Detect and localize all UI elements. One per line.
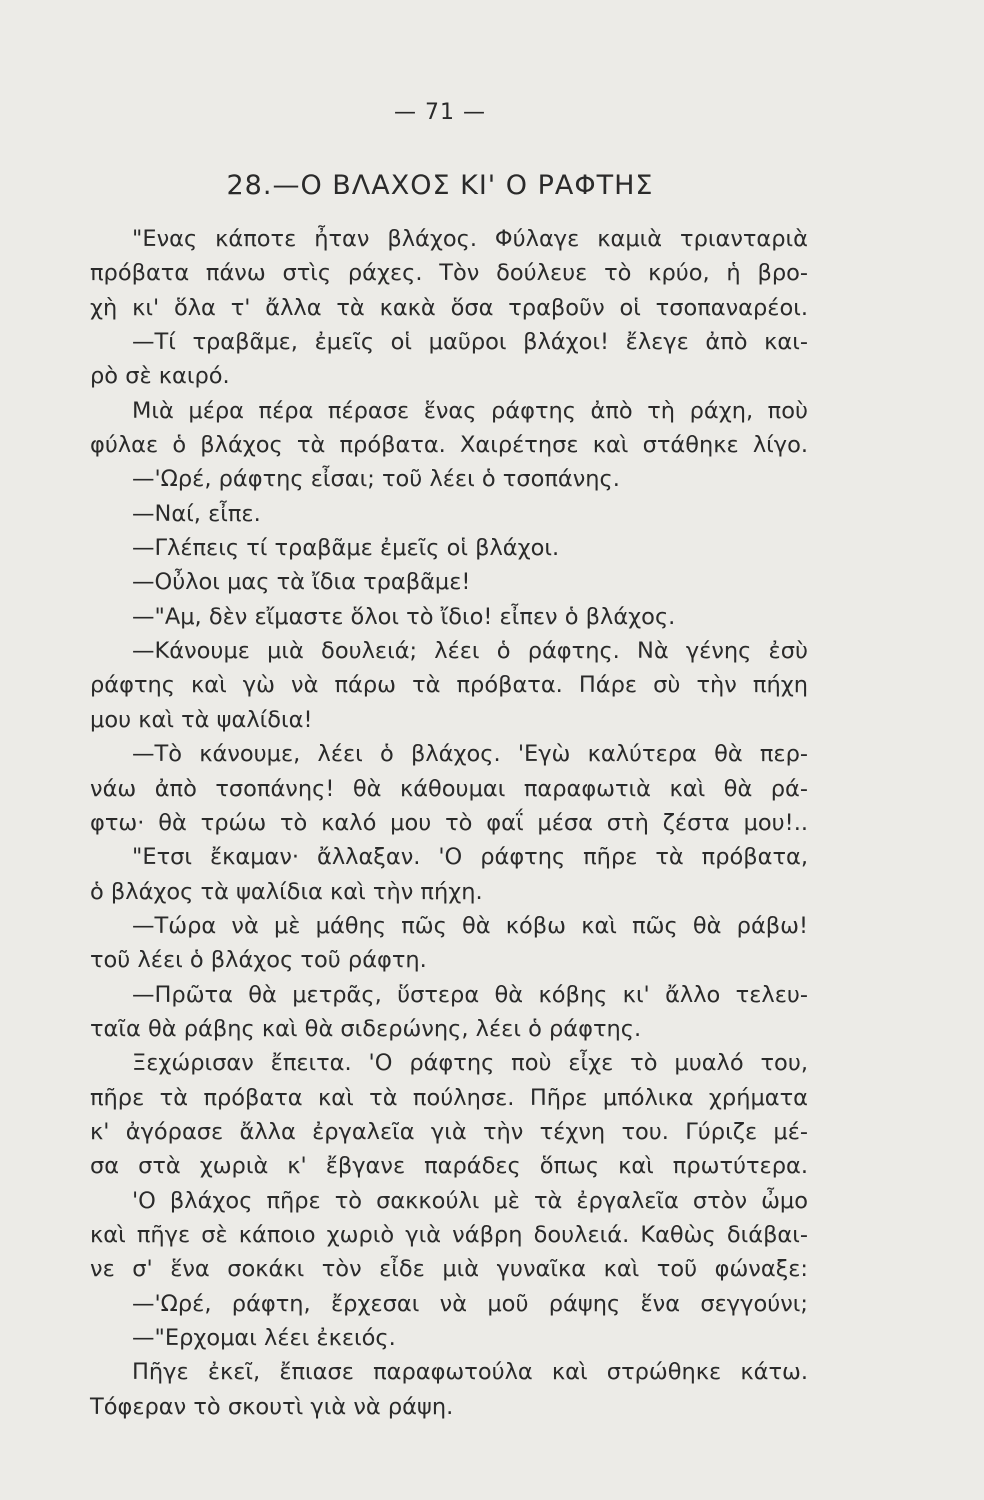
text-line: —Τί τραβᾶμε, ἐμεῖς οἱ μαῦροι βλάχοι! ἔλεγε ἀπὸ και- bbox=[132, 329, 808, 356]
text-line: σα στὰ χωριὰ κ' ἔβγανε παράδες ὅπως καὶ πρωτύτερα. bbox=[90, 1153, 808, 1180]
story-text bbox=[90, 222, 808, 1424]
text-line: "Ενας κάποτε ἦταν βλάχος. Φύλαγε καμιὰ τριανταριὰ bbox=[132, 226, 808, 252]
page-number: — 71 — bbox=[394, 100, 486, 125]
text-line: ταῖα θὰ ράβης καὶ θὰ σιδερώνης, λέει ὁ ράφτης. bbox=[90, 1015, 642, 1042]
story-title: 28.—Ο ΒΛΑΧΟΣ ΚΙ' Ο ΡΑΦΤΗΣ bbox=[226, 170, 654, 201]
text-line: —"Αμ, δὲν εἴμαστε ὅλοι τὸ ἴδιο! εἶπεν ὁ βλάχος. bbox=[132, 603, 676, 630]
text-line: καὶ πῆγε σὲ κάποιο χωριὸ γιὰ νάβρη δουλειά. Καθὼς διάβαι- bbox=[90, 1221, 808, 1248]
text-line: —Κάνουμε μιὰ δουλειά; λέει ὁ ράφτης. Νὰ γένης ἐσὺ bbox=[132, 638, 808, 665]
text-line: —Πρῶτα θὰ μετρᾶς, ὕστερα θὰ κόβης κι' ἄλλο τελευ- bbox=[132, 981, 808, 1008]
text-line: χὴ κι' ὅλα τ' ἄλλα τὰ κακὰ ὅσα τραβοῦν οἱ τσοπαναρέοι. bbox=[90, 294, 808, 321]
text-line: ράφτης καὶ γὼ νὰ πάρω τὰ πρόβατα. Πάρε σὺ τὴν πήχη bbox=[90, 672, 808, 699]
text-line: Πῆγε ἐκεῖ, ἔπιασε παραφωτούλα καὶ στρώθηκε κάτω. bbox=[132, 1359, 808, 1386]
text-line: "Ετσι ἔκαμαν· ἄλλαξαν. 'Ο ράφτης πῆρε τὰ πρόβατα, bbox=[132, 844, 808, 871]
text-line: κ' ἀγόρασε ἄλλα ἐργαλεῖα γιὰ τὴν τέχνη του. Γύριζε μέ- bbox=[90, 1118, 808, 1145]
text-line: Τόφεραν τὸ σκουτὶ γιὰ νὰ ράψη. bbox=[90, 1393, 454, 1420]
text-line: —Οὖλοι μας τὰ ἴδια τραβᾶμε! bbox=[132, 569, 471, 596]
text-line: Μιὰ μέρα πέρα πέρασε ἕνας ράφτης ἀπὸ τὴ ράχη, ποὺ bbox=[132, 397, 808, 424]
text-line: φτω· θὰ τρώω τὸ καλό μου τὸ φαΐ μέσα στὴ ζέστα μου!.. bbox=[90, 809, 808, 836]
text-line: 'Ο βλάχος πῆρε τὸ σακκούλι μὲ τὰ ἐργαλεῖα στὸν ὦμο bbox=[132, 1187, 808, 1214]
text-line: —Τὸ κάνουμε, λέει ὁ βλάχος. 'Εγὼ καλύτερα θὰ περ- bbox=[132, 741, 808, 768]
text-line: πρόβατα πάνω στὶς ράχες. Τὸν δούλευε τὸ κρύο, ἡ βρο- bbox=[90, 260, 808, 287]
text-line: ρὸ σὲ καιρό. bbox=[90, 363, 230, 390]
text-line: μου καὶ τὰ ψαλίδια! bbox=[90, 706, 313, 733]
text-line: φύλαε ὁ βλάχος τὰ πρόβατα. Χαιρέτησε καὶ στάθηκε λίγο. bbox=[90, 432, 808, 459]
text-line: τοῦ λέει ὁ βλάχος τοῦ ράφτη. bbox=[90, 947, 427, 974]
text-line: νάω ἀπὸ τσοπάνης! θὰ κάθουμαι παραφωτιὰ καὶ θὰ ρά- bbox=[90, 775, 808, 802]
text-line: —Ναί, εἶπε. bbox=[132, 500, 261, 527]
text-line: νε σ' ἕνα σοκάκι τὸν εἶδε μιὰ γυναῖκα καὶ τοῦ φώναξε: bbox=[90, 1256, 808, 1283]
text-line: πῆρε τὰ πρόβατα καὶ τὰ πούλησε. Πῆρε μπόλικα χρήματα bbox=[90, 1084, 808, 1111]
text-line: —Γλέπεις τί τραβᾶμε ἐμεῖς οἱ βλάχοι. bbox=[132, 535, 560, 562]
text-line: —'Ωρέ, ράφτη, ἔρχεσαι νὰ μοῦ ράψης ἕνα σεγγούνι; bbox=[132, 1290, 808, 1317]
text-line: —'Ωρέ, ράφτης εἶσαι; τοῦ λέει ὁ τσοπάνης. bbox=[132, 466, 620, 493]
text-line: ὁ βλάχος τὰ ψαλίδια καὶ τὴν πήχη. bbox=[90, 878, 483, 905]
text-line: —"Ερχομαι λέει ἐκειός. bbox=[132, 1325, 396, 1351]
text-line: Ξεχώρισαν ἔπειτα. 'Ο ράφτης ποὺ εἶχε τὸ μυαλό του, bbox=[132, 1050, 808, 1077]
text-line: —Τώρα νὰ μὲ μάθης πῶς θὰ κόβω καὶ πῶς θὰ ράβω! bbox=[132, 912, 808, 939]
